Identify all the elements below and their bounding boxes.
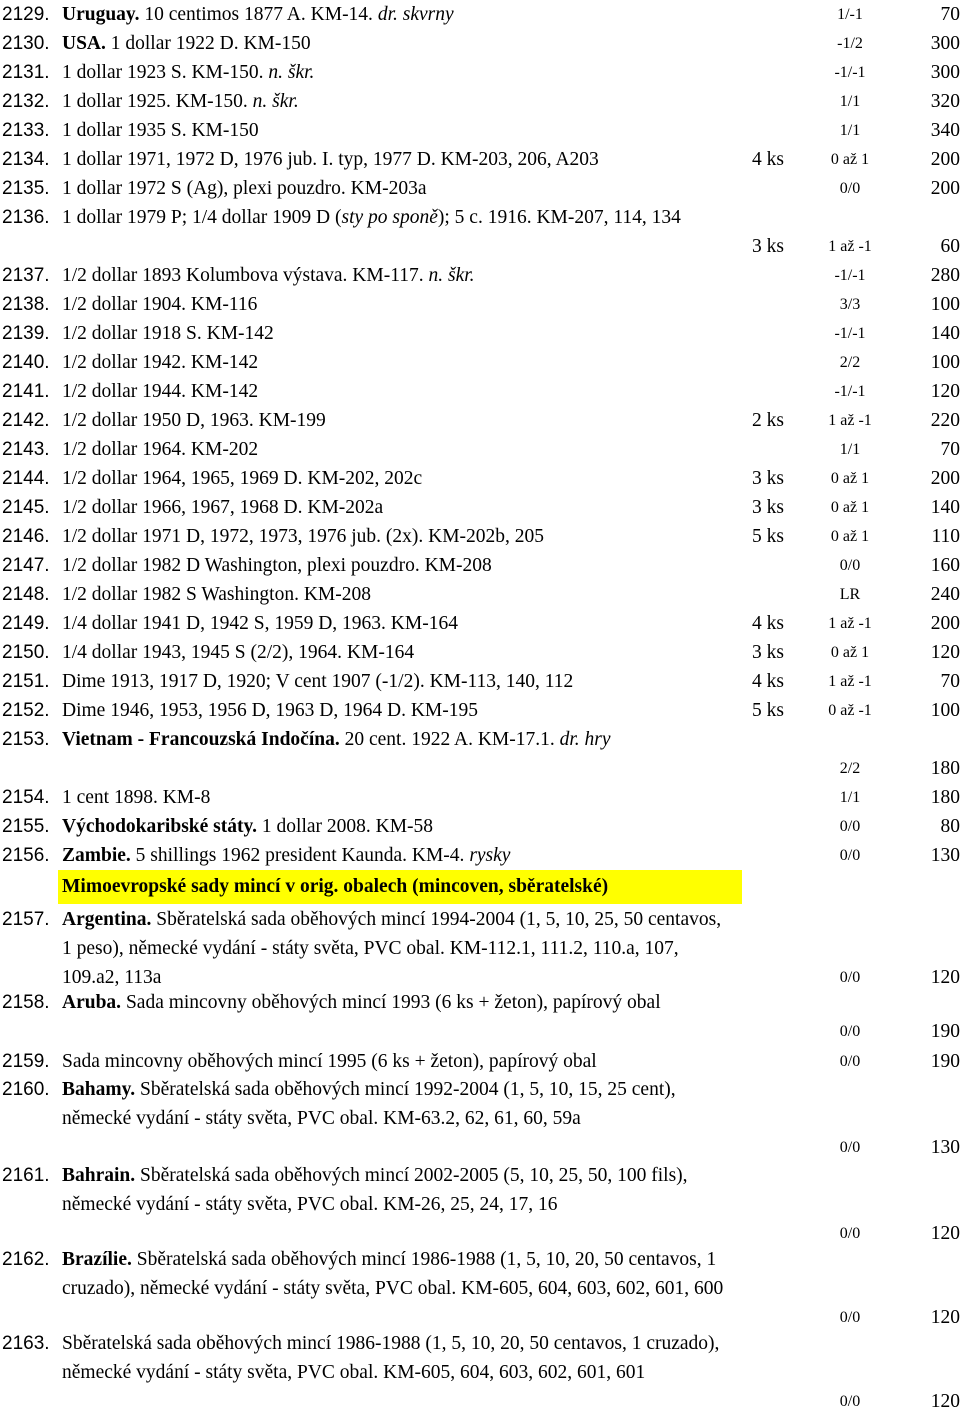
lot-description: 1/2 dollar 1944. KM-142 bbox=[62, 381, 259, 402]
lot-grade: -1/2 bbox=[837, 35, 863, 52]
lot-price: 300 bbox=[930, 33, 960, 54]
lot-quantity: 3 ks bbox=[752, 642, 784, 663]
lot-number: 2137. bbox=[2, 265, 50, 286]
lot-description: Vietnam - Francouzská Indočína. 20 cent. 1922 A. KM-17.1. dr. hry bbox=[62, 729, 611, 750]
lot-grade: 0/0 bbox=[839, 180, 861, 197]
lot-number: 2129. bbox=[2, 4, 50, 25]
lot-quantity: 2 ks bbox=[752, 410, 784, 431]
lot-number: 2133. bbox=[2, 120, 50, 141]
catalog-entry bbox=[0, 522, 960, 551]
lot-description: 1/2 dollar 1964. KM-202 bbox=[62, 439, 259, 460]
catalog-entry bbox=[0, 116, 960, 145]
lot-description: 1/4 dollar 1941 D, 1942 S, 1959 D, 1963. KM-164 bbox=[62, 613, 458, 634]
lot-price: 120 bbox=[930, 1223, 960, 1244]
lot-grade: 2/2 bbox=[839, 760, 861, 777]
lot-number: 2147. bbox=[2, 555, 50, 576]
lot-description: 1/2 dollar 1982 S Washington. KM-208 bbox=[62, 584, 371, 605]
lot-grade: 0 až 1 bbox=[830, 151, 870, 168]
lot-grade: 0/0 bbox=[839, 1139, 861, 1156]
lot-description: Argentina. Sběratelská sada oběhových mincí 1994-2004 (1, 5, 10, 25, 50 centavos, 1 peso), německé vydání - státy světa, PVC obal. KM-112.1, 111.2, 110.a, 107, 109.a2, 113a bbox=[62, 909, 722, 988]
lot-grade: 3/3 bbox=[839, 296, 861, 313]
lot-description: 1 cent 1898. KM-8 bbox=[62, 787, 211, 808]
lot-description: Brazílie. Sběratelská sada oběhových mincí 1986-1988 (1, 5, 10, 20, 50 centavos, 1 cruzado), německé vydání - státy světa, PVC obal. KM-605, 604, 603, 602, 601, 600 bbox=[62, 1249, 724, 1299]
lot-price: 190 bbox=[930, 1051, 960, 1072]
catalog-entry bbox=[0, 667, 960, 696]
lot-description: 1 dollar 1923 S. KM-150. n. škr. bbox=[62, 62, 315, 83]
lot-grade: LR bbox=[839, 586, 861, 603]
lot-description: 1 dollar 1925. KM-150. n. škr. bbox=[62, 91, 299, 112]
lot-description: 1/2 dollar 1966, 1967, 1968 D. KM-202a bbox=[62, 497, 384, 518]
lot-price: 220 bbox=[930, 410, 960, 431]
lot-price: 280 bbox=[930, 265, 960, 286]
lot-grade: 1 až -1 bbox=[828, 673, 872, 690]
catalog-entry bbox=[0, 1329, 960, 1416]
lot-price: 340 bbox=[930, 120, 960, 141]
lot-description: Východokaribské státy. 1 dollar 2008. KM-58 bbox=[62, 816, 434, 837]
lot-description: Aruba. Sada mincovny oběhových mincí 1993 (6 ks + žeton), papírový obal bbox=[62, 992, 661, 1013]
lot-number: 2134. bbox=[2, 149, 50, 170]
lot-description: 1/2 dollar 1904. KM-116 bbox=[62, 294, 258, 315]
lot-grade: 1 až -1 bbox=[828, 615, 872, 632]
lot-price: 160 bbox=[930, 555, 960, 576]
catalog-entry bbox=[0, 841, 960, 870]
lot-price: 70 bbox=[940, 671, 960, 692]
lot-price: 200 bbox=[930, 149, 960, 170]
catalog-entry bbox=[0, 580, 960, 609]
catalog-entry bbox=[0, 551, 960, 580]
lot-number: 2132. bbox=[2, 91, 50, 112]
lot-description: 1/2 dollar 1964, 1965, 1969 D. KM-202, 202c bbox=[62, 468, 423, 489]
lot-number: 2153. bbox=[2, 729, 50, 750]
lot-quantity: 4 ks bbox=[752, 149, 784, 170]
lot-number: 2156. bbox=[2, 845, 50, 866]
catalog-entry bbox=[0, 406, 960, 435]
lot-number: 2159. bbox=[2, 1051, 50, 1072]
lot-description: 1 dollar 1971, 1972 D, 1976 jub. I. typ, 1977 D. KM-203, 206, A203 bbox=[62, 149, 599, 170]
lot-description: 1/2 dollar 1918 S. KM-142 bbox=[62, 323, 274, 344]
lot-description: 1/2 dollar 1950 D, 1963. KM-199 bbox=[62, 410, 326, 431]
lot-description: Uruguay. 10 centimos 1877 A. KM-14. dr. skvrny bbox=[62, 4, 454, 25]
lot-number: 2130. bbox=[2, 33, 50, 54]
catalog-entry bbox=[0, 0, 960, 29]
lot-price: 80 bbox=[940, 816, 960, 837]
lot-price: 190 bbox=[930, 1021, 960, 1042]
lot-number: 2157. bbox=[2, 909, 50, 930]
section-heading: Mimoevropské sady mincí v orig. obalech (mincoven, sběratelské) bbox=[58, 870, 742, 904]
catalog-entry bbox=[0, 783, 960, 812]
lot-number: 2145. bbox=[2, 497, 50, 518]
catalog-entry bbox=[0, 348, 960, 377]
catalog-entry bbox=[0, 812, 960, 841]
lot-price: 180 bbox=[930, 787, 960, 808]
catalog-entry bbox=[0, 203, 960, 261]
catalog-entry bbox=[0, 1075, 960, 1162]
lot-price: 120 bbox=[930, 967, 960, 988]
catalog-entry bbox=[0, 319, 960, 348]
lot-description: 1/2 dollar 1942. KM-142 bbox=[62, 352, 259, 373]
lot-number: 2149. bbox=[2, 613, 50, 634]
lot-grade: -1/-1 bbox=[834, 325, 866, 342]
lot-number: 2141. bbox=[2, 381, 50, 402]
lot-quantity: 4 ks bbox=[752, 671, 784, 692]
lot-grade: 0/0 bbox=[839, 557, 861, 574]
lot-number: 2136. bbox=[2, 207, 50, 228]
lot-number: 2146. bbox=[2, 526, 50, 547]
lot-description: 1 dollar 1972 S (Ag), plexi pouzdro. KM-203a bbox=[62, 178, 427, 199]
lot-number: 2139. bbox=[2, 323, 50, 344]
lot-number: 2152. bbox=[2, 700, 50, 721]
lot-grade: 0/0 bbox=[839, 1309, 861, 1326]
lot-description: 1/2 dollar 1893 Kolumbova výstava. KM-117. n. škr. bbox=[62, 265, 475, 286]
catalog-entry bbox=[0, 290, 960, 319]
lot-quantity: 5 ks bbox=[752, 700, 784, 721]
lot-number: 2162. bbox=[2, 1249, 50, 1270]
lot-price: 180 bbox=[930, 758, 960, 779]
lot-price: 110 bbox=[931, 526, 960, 547]
lot-description: Bahrain. Sběratelská sada oběhových mincí 2002-2005 (5, 10, 25, 50, 100 fils), německé vydání - státy světa, PVC obal. KM-26, 25, 24, 17, 16 bbox=[62, 1165, 688, 1215]
lot-number: 2163. bbox=[2, 1333, 50, 1354]
lot-grade: 1/1 bbox=[839, 789, 861, 806]
catalog-entry bbox=[0, 696, 960, 725]
lot-description: Zambie. 5 shillings 1962 president Kaunda. KM-4. rysky bbox=[62, 845, 511, 866]
lot-description: Sada mincovny oběhových mincí 1995 (6 ks + žeton), papírový obal bbox=[62, 1051, 597, 1072]
lot-price: 70 bbox=[940, 4, 960, 25]
lot-price: 120 bbox=[930, 1307, 960, 1328]
catalog-entry bbox=[0, 638, 960, 667]
lot-grade: 1 až -1 bbox=[828, 412, 872, 429]
catalog-entry bbox=[0, 464, 960, 493]
lot-number: 2143. bbox=[2, 439, 50, 460]
lot-number: 2161. bbox=[2, 1165, 50, 1186]
lot-grade: 1/-1 bbox=[837, 6, 863, 23]
lot-grade: 0/0 bbox=[839, 1023, 861, 1040]
catalog-entry bbox=[0, 493, 960, 522]
lot-grade: 0 až 1 bbox=[830, 644, 870, 661]
lot-quantity: 3 ks bbox=[752, 236, 784, 257]
lot-grade: 0/0 bbox=[839, 969, 861, 986]
lot-number: 2144. bbox=[2, 468, 50, 489]
lot-description: Dime 1913, 1917 D, 1920; V cent 1907 (-1/2). KM-113, 140, 112 bbox=[62, 671, 574, 692]
lot-grade: 0/0 bbox=[839, 1053, 861, 1070]
catalog-entry bbox=[0, 1047, 960, 1076]
lot-description: USA. 1 dollar 1922 D. KM-150 bbox=[62, 33, 311, 54]
lot-price: 130 bbox=[930, 845, 960, 866]
catalog-entry bbox=[0, 261, 960, 290]
catalog-entry bbox=[0, 174, 960, 203]
lot-grade: 2/2 bbox=[839, 354, 861, 371]
catalog-entry bbox=[0, 435, 960, 464]
lot-grade: -1/-1 bbox=[834, 64, 866, 81]
lot-grade: -1/-1 bbox=[834, 383, 866, 400]
catalog-entry bbox=[0, 87, 960, 116]
lot-number: 2154. bbox=[2, 787, 50, 808]
lot-grade: 0 až 1 bbox=[830, 470, 870, 487]
lot-quantity: 4 ks bbox=[752, 613, 784, 634]
lot-quantity: 3 ks bbox=[752, 468, 784, 489]
lot-price: 120 bbox=[930, 381, 960, 402]
catalog-entry bbox=[0, 1161, 960, 1248]
lot-price: 130 bbox=[930, 1137, 960, 1158]
lot-grade: 0 až 1 bbox=[830, 528, 870, 545]
lot-price: 120 bbox=[930, 1391, 960, 1412]
lot-price: 100 bbox=[930, 700, 960, 721]
lot-description: 1/2 dollar 1982 D Washington, plexi pouzdro. KM-208 bbox=[62, 555, 492, 576]
lot-number: 2155. bbox=[2, 816, 50, 837]
lot-price: 300 bbox=[930, 62, 960, 83]
lot-grade: 1/1 bbox=[839, 441, 861, 458]
catalog-entry bbox=[0, 145, 960, 174]
lot-price: 320 bbox=[930, 91, 960, 112]
lot-description: Sběratelská sada oběhových mincí 1986-1988 (1, 5, 10, 20, 50 centavos, 1 cruzado), německé vydání - státy světa, PVC obal. KM-605, 604, 603, 602, 601, 601 bbox=[62, 1333, 720, 1383]
lot-description: 1 dollar 1935 S. KM-150 bbox=[62, 120, 259, 141]
lot-quantity: 5 ks bbox=[752, 526, 784, 547]
catalog-entry bbox=[0, 58, 960, 87]
lot-description: 1 dollar 1979 P; 1/4 dollar 1909 D (sty po sponě); 5 c. 1916. KM-207, 114, 134 bbox=[62, 207, 681, 228]
lot-price: 200 bbox=[930, 468, 960, 489]
catalog-entry bbox=[0, 609, 960, 638]
lot-grade: 1/1 bbox=[839, 93, 861, 110]
lot-description: 1/2 dollar 1971 D, 1972, 1973, 1976 jub. (2x). KM-202b, 205 bbox=[62, 526, 545, 547]
lot-quantity: 3 ks bbox=[752, 497, 784, 518]
lot-price: 100 bbox=[930, 294, 960, 315]
lot-number: 2131. bbox=[2, 62, 50, 83]
lot-grade: -1/-1 bbox=[834, 267, 866, 284]
lot-grade: 0/0 bbox=[839, 847, 861, 864]
lot-grade: 0 až -1 bbox=[828, 702, 872, 719]
lot-description: Bahamy. Sběratelská sada oběhových mincí 1992-2004 (1, 5, 10, 15, 25 cent), německé vydání - státy světa, PVC obal. KM-63.2, 62, 61, 60, 59a bbox=[62, 1079, 676, 1129]
lot-price: 140 bbox=[930, 323, 960, 344]
lot-number: 2138. bbox=[2, 294, 50, 315]
catalog-entry bbox=[0, 377, 960, 406]
lot-grade: 0/0 bbox=[839, 1393, 861, 1410]
lot-number: 2151. bbox=[2, 671, 50, 692]
lot-number: 2135. bbox=[2, 178, 50, 199]
lot-price: 100 bbox=[930, 352, 960, 373]
lot-grade: 1 až -1 bbox=[828, 238, 872, 255]
catalog-entry bbox=[0, 29, 960, 58]
lot-number: 2158. bbox=[2, 992, 50, 1013]
catalog-entry bbox=[0, 988, 960, 1046]
lot-grade: 0 až 1 bbox=[830, 499, 870, 516]
catalog-entry bbox=[0, 905, 960, 992]
lot-description: Dime 1946, 1953, 1956 D, 1963 D, 1964 D. KM-195 bbox=[62, 700, 478, 721]
lot-number: 2140. bbox=[2, 352, 50, 373]
lot-price: 120 bbox=[930, 642, 960, 663]
lot-description: 1/4 dollar 1943, 1945 S (2/2), 1964. KM-164 bbox=[62, 642, 415, 663]
lot-price: 240 bbox=[930, 584, 960, 605]
lot-price: 200 bbox=[930, 613, 960, 634]
lot-grade: 0/0 bbox=[839, 1225, 861, 1242]
lot-number: 2148. bbox=[2, 584, 50, 605]
lot-number: 2142. bbox=[2, 410, 50, 431]
lot-grade: 1/1 bbox=[839, 122, 861, 139]
catalog-entry bbox=[0, 725, 960, 783]
lot-price: 70 bbox=[940, 439, 960, 460]
lot-price: 200 bbox=[930, 178, 960, 199]
catalog-entry bbox=[0, 1245, 960, 1332]
lot-number: 2150. bbox=[2, 642, 50, 663]
lot-price: 140 bbox=[930, 497, 960, 518]
lot-grade: 0/0 bbox=[839, 818, 861, 835]
lot-price: 60 bbox=[940, 236, 960, 257]
lot-number: 2160. bbox=[2, 1079, 50, 1100]
